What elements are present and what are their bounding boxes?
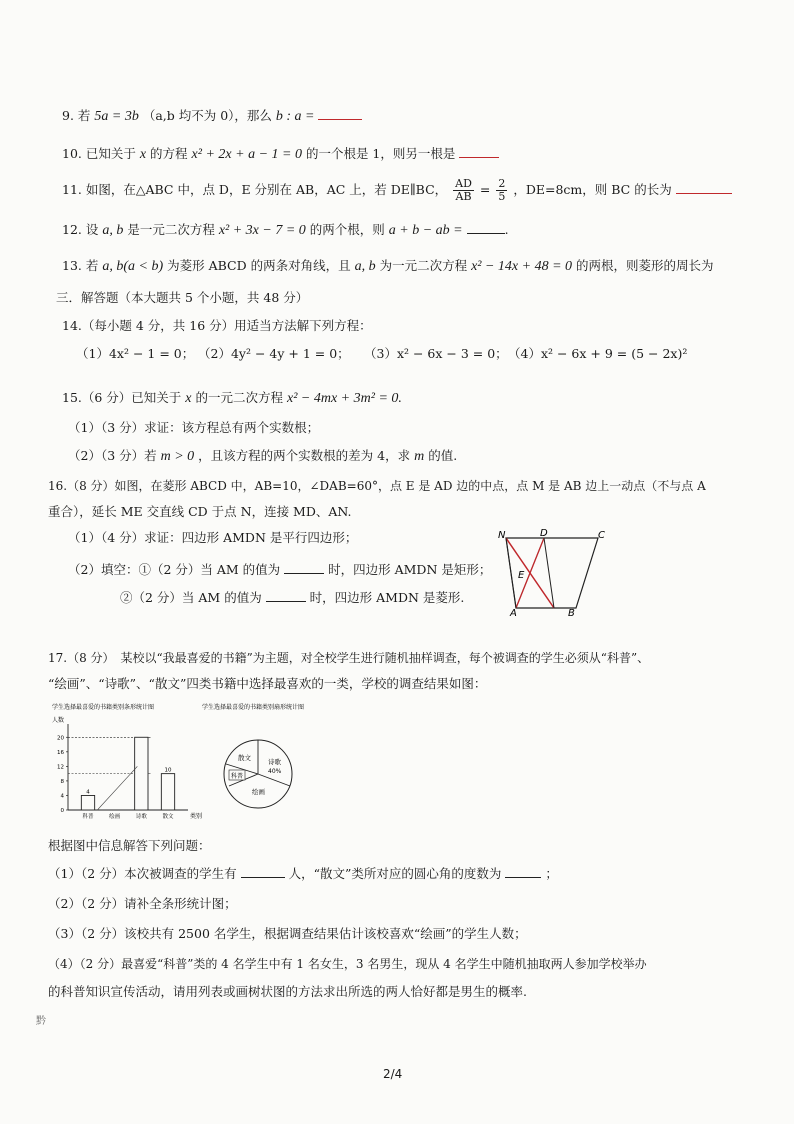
q17-p1b: 人，“散文”类所对应的圆心角的度数为 bbox=[288, 866, 502, 881]
q10-equation: x² + 2x + a − 1 = 0 bbox=[191, 147, 302, 162]
q13-equation: x² − 14x + 48 = 0 bbox=[471, 259, 573, 274]
q17-part-3: （3）（2 分）该校共有 2500 名学生，根据调查结果估计该校喜欢“绘画”的学生人数； bbox=[48, 926, 527, 941]
question-10 bbox=[62, 146, 499, 163]
segment-dm bbox=[544, 538, 554, 608]
bar-ytick-label: 8 bbox=[60, 778, 64, 785]
q12-equation: x² + 3x − 7 = 0 bbox=[218, 223, 306, 238]
bar-value-label: 10 bbox=[164, 767, 172, 774]
q14-item-4: （4）x² − 6x + 9 = (5 − 2x)² bbox=[508, 346, 688, 361]
bar-category-label: 科普 bbox=[82, 814, 94, 820]
q11-frac1-den: AB bbox=[455, 190, 472, 203]
q11-equals: = bbox=[479, 182, 491, 197]
question-16-head2: 重合），延长 ME 交直线 CD 于点 N，连接 MD、AN. bbox=[48, 504, 352, 519]
q11-tail: ，DE=8cm，则 BC 的长为 bbox=[513, 182, 672, 197]
segment-na bbox=[506, 538, 516, 608]
q17-blank-1[interactable] bbox=[241, 877, 285, 878]
handwritten-mark: 黔 bbox=[36, 1016, 46, 1027]
q17-part-4: （4）（2 分）最喜爱“科普”类的 4 名学生中有 1 名女生，3 名男生，现从 4 名学生中随机抽取两人参加学校举办 bbox=[48, 957, 647, 971]
q14-item-2: （2）4y² − 4y + 1 = 0； bbox=[198, 346, 350, 361]
bar-ytick-label: 4 bbox=[60, 793, 64, 800]
label-e: E bbox=[518, 570, 525, 581]
q12-mid: 是一元二次方程 bbox=[127, 222, 215, 237]
bar-category-label: 绘画 bbox=[109, 814, 121, 820]
q16-p2b: 时，四边形 AMDN 是矩形； bbox=[328, 562, 492, 577]
question-9 bbox=[62, 108, 362, 125]
q15-head: 15.（6 分）已知关于 bbox=[62, 390, 182, 405]
bar-3 bbox=[161, 774, 174, 810]
q10-prefix: 10. 已知关于 bbox=[62, 146, 136, 161]
label-c: C bbox=[598, 530, 605, 541]
q17-p1c: ； bbox=[545, 866, 558, 881]
bar-chart-ylabel: 人数 bbox=[52, 717, 65, 724]
q13-mid2: 为一元二次方程 bbox=[379, 258, 468, 273]
q16-p2a: （2）填空：①（2 分）当 AM 的值为 bbox=[68, 562, 281, 577]
q15-equation: x² − 4mx + 3m² = 0. bbox=[287, 391, 402, 406]
bar-category-label: 诗歌 bbox=[135, 814, 147, 820]
bar-chart-xlabel: 类别 bbox=[190, 813, 203, 820]
q16-blank-1[interactable] bbox=[284, 573, 324, 574]
q13-tail: 的两根，则菱形的周长为 bbox=[576, 258, 714, 273]
q16-part-1: （1）（4 分）求证：四边形 AMDN 是平行四边形； bbox=[68, 530, 358, 545]
q11-frac1-num: AD bbox=[455, 177, 472, 190]
q15-p2c: ，且该方程的两个实数根的差为 4，求 bbox=[198, 448, 411, 463]
pie-divider-2 bbox=[258, 774, 290, 786]
q16-p3a: ②（2 分）当 AM 的值为 bbox=[120, 590, 262, 605]
bar-chart bbox=[50, 700, 220, 824]
q17-part-1 bbox=[48, 866, 558, 882]
question-15-head bbox=[62, 390, 402, 407]
q9-ratio: b : a = bbox=[275, 109, 315, 124]
q15-p2e: 的值. bbox=[428, 448, 458, 463]
q11-prefix: 11. 如图，在△ABC 中，点 D，E 分别在 AB，AC 上，若 DE∥BC， bbox=[62, 182, 448, 197]
q12-end: . bbox=[504, 222, 509, 237]
question-11 bbox=[62, 178, 732, 203]
q17-part-2: （2）（2 分）请补全条形统计图； bbox=[48, 896, 237, 911]
q15-part-2 bbox=[68, 448, 457, 465]
q12-answer-blank[interactable] bbox=[467, 233, 505, 234]
q9-expression: 5a = 3b bbox=[94, 109, 139, 124]
q12-vars: a, b bbox=[102, 223, 124, 238]
pencil-stroke bbox=[97, 766, 137, 810]
q11-answer-blank[interactable] bbox=[676, 193, 732, 194]
q15-var: x bbox=[185, 391, 192, 406]
bar-ytick-label: 16 bbox=[57, 749, 64, 756]
q17-blank-2[interactable] bbox=[505, 877, 541, 878]
q9-condition: （a,b 均不为 0），那么 bbox=[142, 108, 272, 123]
q10-tail: 的一个根是 1，则另一根是 bbox=[305, 146, 456, 161]
label-d: D bbox=[540, 528, 548, 539]
bar-0 bbox=[81, 795, 94, 810]
pie-label-huihua: 绘画 bbox=[252, 788, 265, 796]
pie-label-sanwen: 散文 bbox=[238, 754, 251, 762]
q10-answer-blank[interactable] bbox=[459, 157, 499, 158]
q11-frac2-den: 5 bbox=[498, 190, 506, 203]
q13-mid: 为菱形 ABCD 的两条对角线，且 bbox=[167, 258, 351, 273]
section-heading: 三．解答题（本大题共 5 个小题，共 48 分） bbox=[56, 290, 309, 305]
q16-blank-2[interactable] bbox=[266, 601, 306, 602]
q10-var: x bbox=[139, 147, 147, 162]
question-17-head: 17.（8 分） 某校以“我最喜爱的书籍”为主题，对全校学生进行随机抽样调查，每个被调查的学生必须从“科普”、 bbox=[48, 651, 650, 665]
bar-2 bbox=[135, 737, 148, 810]
q16-part-3 bbox=[120, 590, 464, 606]
pie-label-shige: 诗歌 bbox=[268, 758, 281, 766]
bar-value-label: 4 bbox=[86, 789, 90, 796]
question-12 bbox=[62, 222, 509, 239]
pie-label-kepu: 科普 bbox=[231, 773, 244, 780]
q12-prefix: 12. 设 bbox=[62, 222, 99, 237]
label-n: N bbox=[498, 530, 506, 541]
pie-label-shige-pct: 40% bbox=[268, 768, 282, 775]
q12-mid2: 的两个根，则 bbox=[309, 222, 385, 237]
q11-fraction-2-5 bbox=[496, 178, 507, 203]
q16-part-2 bbox=[68, 562, 491, 578]
q15-head2: 的一元二次方程 bbox=[195, 390, 284, 405]
bar-category-label: 散文 bbox=[162, 814, 174, 820]
q13-vars: a, b(a < b) bbox=[102, 259, 164, 274]
q17-part-4b: 的科普知识宣传活动，请用列表或画树状图的方法求出所选的两人恰好都是男生的概率. bbox=[48, 984, 527, 999]
q16-p3b: 时，四边形 AMDN 是菱形. bbox=[309, 590, 465, 605]
pie-chart bbox=[196, 700, 336, 824]
bar-chart-categories bbox=[82, 812, 174, 820]
q15-part-1: （1）（3 分）求证：该方程总有两个实数根； bbox=[68, 420, 320, 435]
q17-prompt: 根据图中信息解答下列问题： bbox=[48, 838, 211, 853]
q9-prefix: 9. 若 bbox=[62, 108, 91, 123]
q12-expression: a + b − ab = bbox=[388, 223, 463, 238]
label-b: B bbox=[568, 608, 575, 618]
page-number: 2/4 bbox=[383, 1067, 403, 1081]
pie-chart-title: 学生选择最喜爱的书籍类别扇形统计图 bbox=[202, 704, 305, 711]
question-13 bbox=[62, 258, 714, 275]
bar-ytick-label: 0 bbox=[60, 808, 64, 814]
q10-mid: 的方程 bbox=[150, 146, 188, 161]
q17-p1a: （1）（2 分）本次被调查的学生有 bbox=[48, 866, 237, 881]
q15-p2d: m bbox=[414, 449, 425, 464]
q11-frac2-num: 2 bbox=[498, 177, 506, 190]
q14-item-3: （3）x² − 6x − 3 = 0； bbox=[364, 346, 508, 361]
q15-p2b: m > 0 bbox=[160, 449, 195, 464]
q13-vars2: a, b bbox=[354, 259, 376, 274]
label-a: A bbox=[510, 608, 517, 618]
rhombus-figure bbox=[492, 526, 612, 618]
q9-answer-blank[interactable] bbox=[318, 119, 362, 120]
q13-prefix: 13. 若 bbox=[62, 258, 99, 273]
question-16-head: 16.（8 分）如图，在菱形 ABCD 中，AB=10，∠DAB=60°，点 E 是 AD 边的中点，点 M 是 AB 边上一动点（不与点 A bbox=[48, 479, 706, 493]
bar-ytick-label: 12 bbox=[57, 764, 64, 771]
q15-p2a: （2）（3 分）若 bbox=[68, 448, 157, 463]
question-14-head: 14.（每小题 4 分，共 16 分）用适当方法解下列方程： bbox=[62, 318, 372, 333]
bar-ytick-label: 20 bbox=[57, 735, 64, 742]
q14-item-1: （1）4x² − 1 = 0； bbox=[76, 346, 195, 361]
question-17-head2: “绘画”、“诗歌”、“散文”四类书籍中选择最喜欢的一类，学校的调查结果如图： bbox=[48, 676, 487, 691]
q11-fraction-ad-ab bbox=[453, 178, 474, 203]
bar-chart-title: 学生选择最喜爱的书籍类别条形统计图 bbox=[52, 704, 155, 711]
